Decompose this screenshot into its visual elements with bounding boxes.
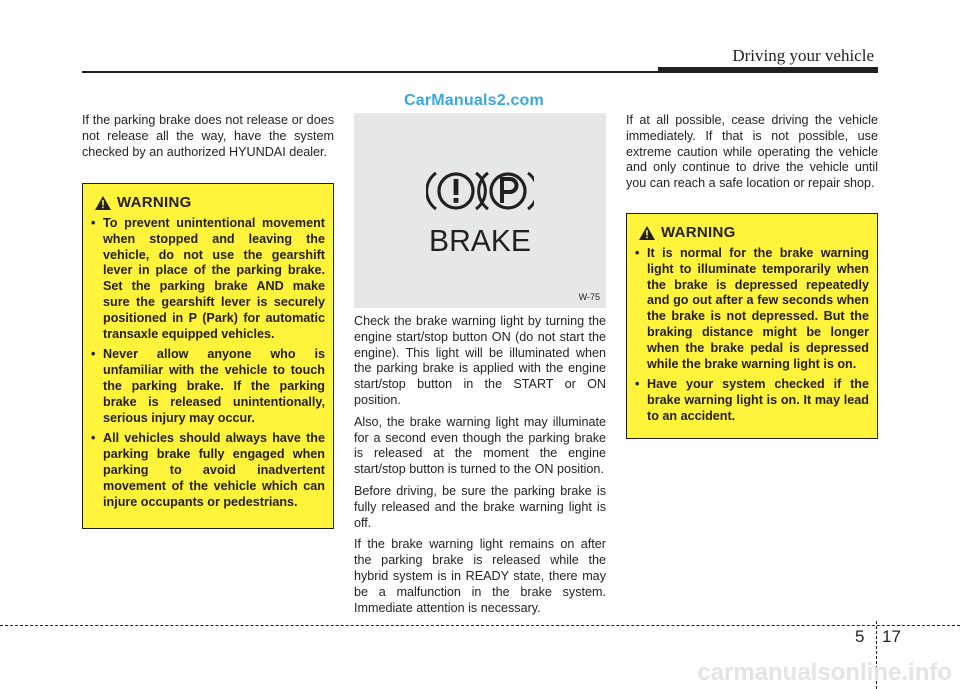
chapter-number: 5 [855, 627, 865, 646]
figure-code: W-75 [578, 292, 600, 302]
warning-title: WARNING [117, 194, 192, 211]
column-left [82, 113, 334, 166]
header-rule-accent [658, 67, 878, 73]
body-paragraph: Also, the brake warning light may illuminate for a second even though the parking brake is released at the moment the engine start/stop button is turned to the ON position. [354, 414, 606, 477]
warning-item: • To prevent unintentional movement when stopped and leaving the vehicle, do not use the gearshift lever in place of the parking brake. Set the parking brake AND make sure the gearshift lever is securely positioned in P (Park) for automatic transaxle equipped vehicles. [91, 216, 325, 342]
header-title: Driving your vehicle [732, 46, 874, 65]
intro-paragraph: If the parking brake does not release or does not release all the way, have the system checked by an authorized HYUNDAI dealer. [82, 113, 334, 159]
body-paragraph: If the brake warning light remains on after the parking brake is released while the hybrid system is in READY state, there may be a malfunction in the brake system. Immediate attention is necessary. [354, 537, 606, 615]
warning-header [639, 224, 869, 241]
warning-item: • It is normal for the brake warning light to illuminate temporarily when the brake is depressed repeatedly and go out after a few seconds when the brake is not depressed. But the braking distance might be longer when the brake pedal is depressed while the brake warning light is on. [635, 246, 869, 372]
column-middle [354, 314, 606, 622]
warning-item: • All vehicles should always have the parking brake fully engaged when parking to avoid inadvertent movement of the vehicle which can injure occupants or pedestrians. [91, 431, 325, 510]
watermark-carmanualsonline[interactable]: carmanualsonline.info [697, 659, 952, 686]
warning-item: • Have your system checked if the brake warning light is on. It may lead to an accident. [635, 377, 869, 424]
watermark-carmanuals[interactable]: CarManuals2.com [404, 92, 544, 109]
footer-rule [0, 625, 960, 626]
warning-item: • Never allow anyone who is unfamiliar with the vehicle to touch the parking brake. If the parking brake is released unintentionally, serious injury may occur. [91, 347, 325, 426]
warning-header [95, 194, 325, 211]
warning-list [91, 216, 325, 510]
brake-label: BRAKE [429, 223, 531, 257]
body-paragraph: Before driving, be sure the parking brake is fully released and the brake warning light is off. [354, 483, 606, 530]
brake-warning-figure [354, 113, 606, 308]
warning-list [635, 246, 869, 425]
brake-warning-light-icon [426, 165, 534, 257]
intro-paragraph: If at all possible, cease driving the vehicle immediately. If that is not possible, use extreme caution while operating the vehicle and only continue to drive the vehicle until you can reach a safe location or repair shop. [626, 113, 878, 191]
page-number: 17 [882, 627, 901, 646]
warning-triangle-icon [95, 196, 111, 210]
warning-box-parking [82, 183, 334, 529]
column-right [626, 113, 878, 198]
warning-triangle-icon [639, 226, 655, 240]
warning-box-brake-light [626, 213, 878, 439]
body-paragraph: Check the brake warning light by turning the engine start/stop button ON (do not start the engine). This light will be illuminated when the parking brake is applied with the engine start/stop button in the START or ON position. [354, 314, 606, 407]
warning-title: WARNING [661, 224, 736, 241]
